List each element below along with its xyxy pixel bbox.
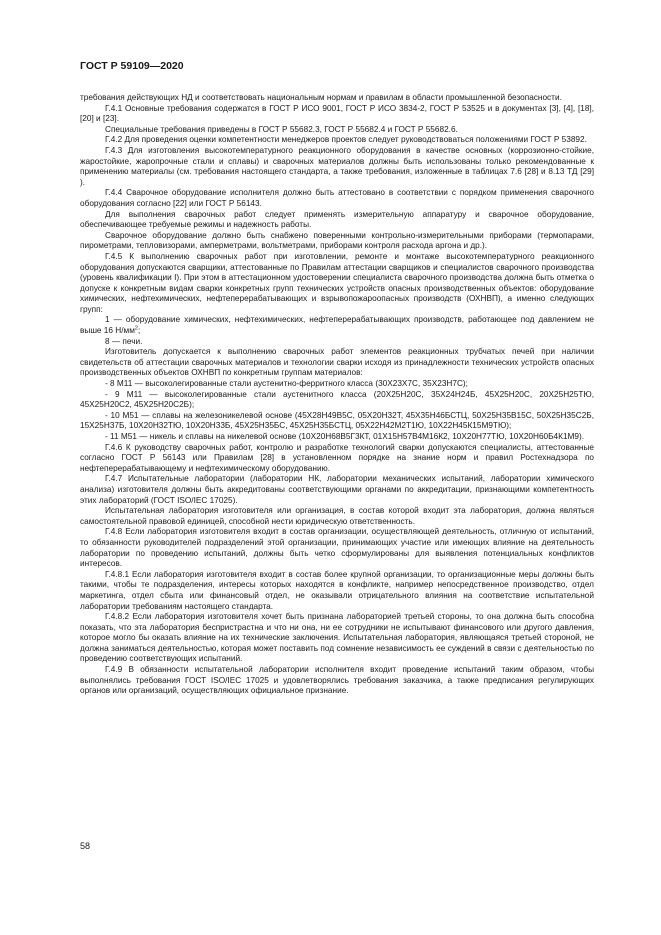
paragraph-manufacturer-admission: Изготовитель допускается к выполнению сварочных работ элементов реакционных трубчатых печей при наличии свидетельств об аттестации сварочных материалов и технологии сварки исходя из принадлежности технических устройств опасных производственных объектов ОХНВП по конкретным группам материалов: bbox=[80, 347, 594, 378]
paragraph-special-requirements: Специальные требования приведены в ГОСТ Р 55682.3, ГОСТ Р 55682.4 и ГОСТ Р 55682.6. bbox=[105, 124, 458, 134]
paragraph-lab-legal-entity: Испытательная лаборатория изготовителя или организация, в состав которой входит эта лаборатория, должна являться самостоятельной правовой единицей, способной нести юридическую ответственность. bbox=[80, 506, 594, 526]
paragraph-g4-1: Г.4.1 Основные требования содержатся в ГОСТ Р ИСО 9001, ГОСТ Р ИСО 3834-2, ГОСТ Р 53525 и в документах [3], [4], [18], [20] и [23]. bbox=[80, 103, 594, 124]
list-item-group-1 bbox=[80, 315, 594, 336]
list-item-10-m51: - 10 М51 — сплавы на железоникелевой основе (45Х28Н49В5С, 05Х20Н32Т, 45Х35Н46БСТЦ, 50Х25Н35В15С, 50Х25Н35С2Б, 15Х25Н37Б, 10Х20Н32ТЮ, 10Х20Н33Б, 45Х25Н35БС, 45Х25Н35БСТЦ, 05Х22Н42М2Т1Ю, 10Х22Н45К15М9ТЮ); bbox=[80, 410, 594, 431]
list-item-group-8: 8 — печи. bbox=[105, 336, 143, 346]
paragraph-g4-4: Г.4.4 Сварочное оборудование исполнителя должно быть аттестовано в соответствии с порядком применения сварочного оборудования согласно [22] или ГОСТ Р 56143. bbox=[80, 188, 594, 208]
standard-header: ГОСТ Р 59109—2020 bbox=[80, 60, 184, 72]
paragraph-g4-2: Г.4.2 Для проведения оценки компетентности менеджеров проектов следует руководствоваться положениями ГОСТ Р 53892. bbox=[105, 135, 587, 145]
paragraph-g4-8: Г.4.8 Если лаборатория изготовителя входит в состав организации, осуществляющей деятельность, отличную от испытаний, то обязанности руководителей подразделений этой организации, принимающих участие или имеющих влияние на деятельность лаборатории по проведению испытаний, должны быть четко сформулированы для выявления потенциальных конфликтов интересов. bbox=[80, 527, 594, 569]
list-item-group-1-tail: ; bbox=[137, 326, 141, 336]
paragraph-g4-6: Г.4.6 К руководству сварочных работ, контролю и разработке технологий сварки допускаются специалисты, аттестованные согласно ГОСТ Р 56143 или Правилам [28] в установленном порядке на знание норм и правил Ростехнадзора по нефтеперерабатывающему и нефтехимическому оборудованию. bbox=[80, 442, 594, 473]
superscript-2: 2 bbox=[134, 325, 138, 332]
list-item-group-1-text: 1 — оборудование химических, нефтехимических, нефтеперерабатывающих производств, работающее под давлением не выше 16 Н/мм bbox=[80, 315, 594, 336]
paragraph-g4-8-2: Г.4.8.2 Если лаборатория изготовителя хочет быть признана лабораторией третьей стороны, то она должна быть способна показать, что эта лаборатория беспристрастна и что ни она, ни ее сотрудники не испытывают финансового или другого давления, которое могло бы оказать влияние на их технические заключения. Испытательная лаборатория, являющаяся третьей стороной, не должна заниматься деятельностью, которая может поставить под сомнение независимость ее суждений в связи с деятельностью по проведению соответствующих испытаний. bbox=[80, 612, 594, 664]
paragraph-continuation: требования действующих НД и соответствовать национальным нормам и правилам в области промышленной безопасности. bbox=[80, 93, 562, 102]
paragraph-welding-equipment: Для выполнения сварочных работ следует применять измерительную аппаратуру и сварочное оборудование, обеспечивающее требуемые режимы и надежность работы. bbox=[80, 209, 594, 230]
paragraph-g4-9: Г.4.9 В обязанности испытательной лаборатории исполнителя входит проведение испытаний таким образом, чтобы выполнялись требования ГОСТ ISO/IEC 17025 и удовлетворялись требования заказчика, а также предписания регулирующих органов или организаций, осуществляющих официальное признание. bbox=[80, 665, 594, 696]
list-item-9-m11: - 9 М11 — высоколегированные стали аустенитного класса (20Х25Н20С, 35Х24Н24Б, 45Х25Н20С, 20Х25Н25ТЮ, 45Х25Н20С2, 45Х25Н20С2Б); bbox=[80, 389, 594, 410]
list-item-11-m51: - 11 М51 — никель и сплавы на никелевой основе (10Х20Н68В5Г3КТ, 01Х15Н57В4М16К2, 10Х20Н77ТЮ, 10Х20Н60Б4К1М9). bbox=[105, 432, 585, 441]
list-item-8-m11: - 8 М11 — высоколегированные стали аустенитно-ферритного класса (30Х23Х7С, 35Х23Н7С); bbox=[105, 379, 468, 389]
paragraph-instruments: Сварочное оборудование должно быть снабжено поверенными контрольно-измерительными приборами (термопарами, пирометрами, тепловизорами, амперметрами, вольтметрами, приборами контроля расхода аргона и др.). bbox=[80, 230, 594, 251]
page-number: 58 bbox=[80, 841, 91, 851]
document-body bbox=[80, 93, 594, 697]
paragraph-g4-8-1: Г.4.8.1 Если лаборатория изготовителя входит в состав более крупной организации, то организационные меры должны быть такими, чтобы те подразделения, интересы которых находятся в конфликте, например непосредственное производство, отдел маркетинга, отдел сбыта или финансовый отдел, не оказывали отрицательного влияния на соответствие испытательной лаборатории требованиям настоящего стандарта. bbox=[80, 569, 594, 611]
paragraph-g4-3: Г.4.3 Для изготовления высокотемпературного реакционного оборудования в качестве основных (коррозионно-стойкие, жаростойкие, жаропрочные стали и сплавы) и сварочных материалов должны быть использованы только рекомендованные к применению материалы (см. требования настоящего стандарта, а также требования, изложенные в таблицах 7.6 [28] и 8.13 ТД [29] ). bbox=[80, 145, 594, 187]
paragraph-g4-5: Г.4.5 К выполнению сварочных работ при изготовлении, ремонте и монтаже высокотемпературного реакционного оборудования допускаются сварщики, аттестованные по Правилам аттестации сварщиков и специалистов сварочного производства (уровень квалификации I). При этом в аттестационном удостоверении специалиста сварочного производства должна быть отметка о допуске к конкретным видам сварки конкретных групп технических устройств опасных производственных объектов: оборудование химических, нефтехимических, нефтеперерабатывающих и взрывопожароопасных производств (ОХНВП), а именно следующих групп: bbox=[80, 251, 594, 314]
paragraph-g4-7: Г.4.7 Испытательные лаборатории (лаборатории НК, лаборатории механических испытаний, лаборатории химического анализа) изготовителя должны быть аккредитованы соответствующими органами по аккредитации, признающими компетентность этих лабораторий (ГОСТ ISO/IEC 17025). bbox=[80, 474, 594, 505]
